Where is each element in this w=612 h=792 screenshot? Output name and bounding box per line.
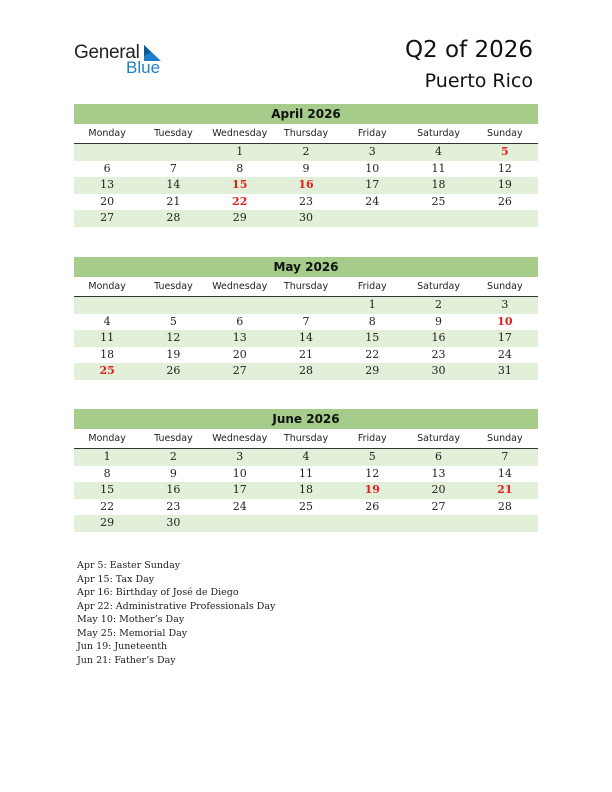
day-cell [472, 515, 538, 532]
day-cell: 16 [166, 483, 181, 496]
day-cell [74, 297, 140, 314]
day-cell: 24 [365, 194, 380, 208]
day-cell: 10 [365, 161, 380, 175]
weekday-label: Sunday [487, 128, 523, 139]
day-cell: 14 [497, 466, 512, 480]
weekday-label: Friday [357, 433, 387, 444]
month-calendar-may [74, 257, 538, 380]
page-subtitle: Puerto Rico [424, 70, 533, 92]
day-cell: 9 [169, 466, 177, 480]
day-cell: 14 [166, 178, 181, 191]
holiday-day-cell: 10 [497, 314, 513, 328]
day-cell [472, 210, 538, 227]
day-cell: 26 [497, 194, 512, 208]
week-row [74, 144, 538, 161]
holiday-notes-list [77, 559, 275, 667]
day-cell: 2 [435, 298, 443, 311]
day-cell: 15 [100, 483, 115, 496]
day-cell [339, 210, 405, 227]
day-cell: 24 [497, 347, 512, 361]
day-cell: 19 [497, 178, 512, 191]
day-cell: 29 [365, 364, 380, 377]
day-cell: 18 [100, 347, 115, 361]
month-calendar-april [74, 104, 538, 227]
logo-word-blue: Blue [126, 58, 161, 77]
week-row [74, 210, 538, 227]
holiday-day-cell: 19 [364, 483, 380, 496]
holiday-day-cell: 25 [99, 364, 115, 377]
weekday-header-row [74, 127, 538, 144]
week-row [74, 482, 538, 499]
weekday-label: Thursday [283, 433, 329, 444]
day-cell [207, 297, 273, 314]
day-cell: 6 [103, 161, 111, 175]
day-cell [74, 144, 140, 161]
holiday-day-cell: 5 [501, 145, 509, 158]
day-cell: 9 [302, 161, 310, 175]
day-cell: 6 [435, 450, 443, 463]
month-calendar-june [74, 409, 538, 532]
holiday-note: Jun 19: Juneteenth [77, 641, 168, 652]
weekday-label: Tuesday [154, 128, 193, 139]
day-cell: 20 [100, 194, 115, 208]
day-cell: 10 [232, 466, 247, 480]
day-cell [405, 515, 471, 532]
weekday-label: Monday [88, 128, 126, 139]
day-cell: 25 [298, 499, 313, 513]
day-cell: 21 [166, 194, 181, 208]
day-cell: 8 [103, 466, 111, 480]
day-cell: 9 [435, 314, 443, 328]
week-row [74, 330, 538, 347]
day-cell: 2 [169, 450, 177, 463]
day-cell: 28 [497, 499, 512, 513]
day-cell: 26 [365, 499, 380, 513]
generalblue-logo [74, 42, 174, 78]
holiday-note: Apr 16: Birthday of José de Diego [77, 587, 239, 598]
day-cell: 18 [431, 178, 446, 191]
day-cell: 18 [298, 483, 313, 496]
week-row [74, 449, 538, 466]
day-cell: 2 [302, 145, 310, 158]
week-row [74, 177, 538, 194]
week-row [74, 499, 538, 516]
day-cell: 5 [169, 314, 177, 328]
day-cell: 22 [100, 499, 115, 513]
logo-word-general: General [74, 42, 140, 63]
day-cell: 20 [431, 483, 446, 496]
weekday-label: Friday [357, 281, 387, 292]
weekday-label: Sunday [487, 433, 523, 444]
day-cell: 12 [497, 161, 512, 175]
day-cell: 7 [302, 314, 310, 328]
week-row [74, 161, 538, 178]
day-cell [339, 515, 405, 532]
weekday-label: Monday [88, 433, 126, 444]
day-cell: 17 [497, 331, 512, 344]
day-cell: 1 [236, 145, 244, 158]
day-cell: 5 [368, 450, 376, 463]
week-row [74, 515, 538, 532]
day-cell: 3 [501, 298, 509, 311]
weekday-label: Wednesday [212, 281, 268, 292]
day-cell [140, 144, 206, 161]
day-cell: 23 [298, 194, 313, 208]
month-header: June 2026 [74, 409, 538, 429]
day-cell: 7 [501, 450, 509, 463]
day-cell: 17 [365, 178, 380, 191]
page-title: Q2 of 2026 [404, 37, 533, 63]
holiday-note: Apr 5: Easter Sunday [77, 560, 181, 571]
day-cell: 28 [298, 364, 313, 377]
weekday-label: Wednesday [212, 128, 268, 139]
day-cell: 21 [298, 347, 313, 361]
day-cell: 8 [368, 314, 376, 328]
day-cell: 13 [100, 178, 115, 191]
day-cell: 23 [431, 347, 446, 361]
day-cell: 6 [236, 314, 244, 328]
day-cell [405, 210, 471, 227]
day-cell [207, 515, 273, 532]
weekday-label: Friday [357, 128, 387, 139]
day-cell: 19 [166, 347, 181, 361]
day-cell: 8 [236, 161, 244, 175]
day-cell: 4 [435, 145, 443, 158]
holiday-note: Apr 22: Administrative Professionals Day [77, 600, 276, 612]
day-cell: 15 [365, 331, 380, 344]
month-header: May 2026 [74, 257, 538, 277]
day-cell: 23 [166, 499, 181, 513]
day-cell: 4 [103, 314, 111, 328]
day-cell: 1 [103, 450, 111, 463]
day-cell: 14 [298, 331, 313, 344]
day-cell: 20 [232, 347, 247, 361]
day-cell: 1 [368, 298, 376, 311]
holiday-day-cell: 21 [497, 483, 513, 496]
day-cell: 27 [431, 499, 446, 513]
week-row [74, 194, 538, 211]
holiday-day-cell: 15 [232, 178, 248, 191]
weekday-header-row [74, 432, 538, 449]
day-cell: 13 [431, 466, 446, 480]
weekday-label: Thursday [283, 128, 329, 139]
day-cell: 17 [232, 483, 247, 496]
day-cell: 30 [298, 211, 313, 224]
holiday-note: May 25: Memorial Day [77, 627, 188, 639]
day-cell [140, 297, 206, 314]
week-row [74, 314, 538, 331]
day-cell: 11 [100, 331, 115, 344]
weekday-label: Saturday [417, 128, 460, 139]
day-cell: 30 [166, 516, 181, 529]
weekday-label: Saturday [417, 433, 460, 444]
weekday-header-row [74, 280, 538, 297]
day-cell: 3 [368, 145, 376, 158]
day-cell: 27 [100, 211, 115, 224]
day-cell: 7 [169, 161, 177, 175]
weekday-label: Sunday [487, 281, 523, 292]
day-cell: 11 [431, 161, 446, 175]
day-cell: 27 [232, 364, 247, 377]
day-cell: 3 [236, 450, 244, 463]
day-cell: 13 [232, 331, 247, 344]
weekday-label: Wednesday [212, 433, 268, 444]
day-cell [273, 297, 339, 314]
week-row [74, 347, 538, 364]
weekday-label: Tuesday [154, 281, 193, 292]
day-cell: 31 [497, 364, 512, 377]
month-header: April 2026 [74, 104, 538, 124]
weekday-label: Saturday [417, 281, 460, 292]
holiday-day-cell: 16 [298, 178, 314, 191]
day-cell: 29 [232, 211, 247, 224]
day-cell: 22 [365, 347, 380, 361]
day-cell: 4 [302, 450, 310, 463]
holiday-note: Apr 15: Tax Day [77, 573, 155, 585]
day-cell: 12 [166, 331, 181, 344]
day-cell: 24 [232, 499, 247, 513]
holiday-note: Jun 21: Father’s Day [77, 654, 176, 666]
day-cell [273, 515, 339, 532]
day-cell: 30 [431, 364, 446, 377]
week-row [74, 363, 538, 380]
day-cell: 12 [365, 466, 380, 480]
week-row [74, 297, 538, 314]
week-row [74, 466, 538, 483]
day-cell: 29 [100, 516, 115, 529]
day-cell: 25 [431, 194, 446, 208]
day-cell: 16 [431, 331, 446, 344]
day-cell: 11 [298, 466, 313, 480]
holiday-note: May 10: Mother’s Day [77, 614, 185, 625]
weekday-label: Tuesday [154, 433, 193, 444]
day-cell: 28 [166, 211, 181, 224]
day-cell: 26 [166, 364, 181, 377]
weekday-label: Monday [88, 281, 126, 292]
weekday-label: Thursday [283, 281, 329, 292]
holiday-day-cell: 22 [232, 194, 248, 208]
